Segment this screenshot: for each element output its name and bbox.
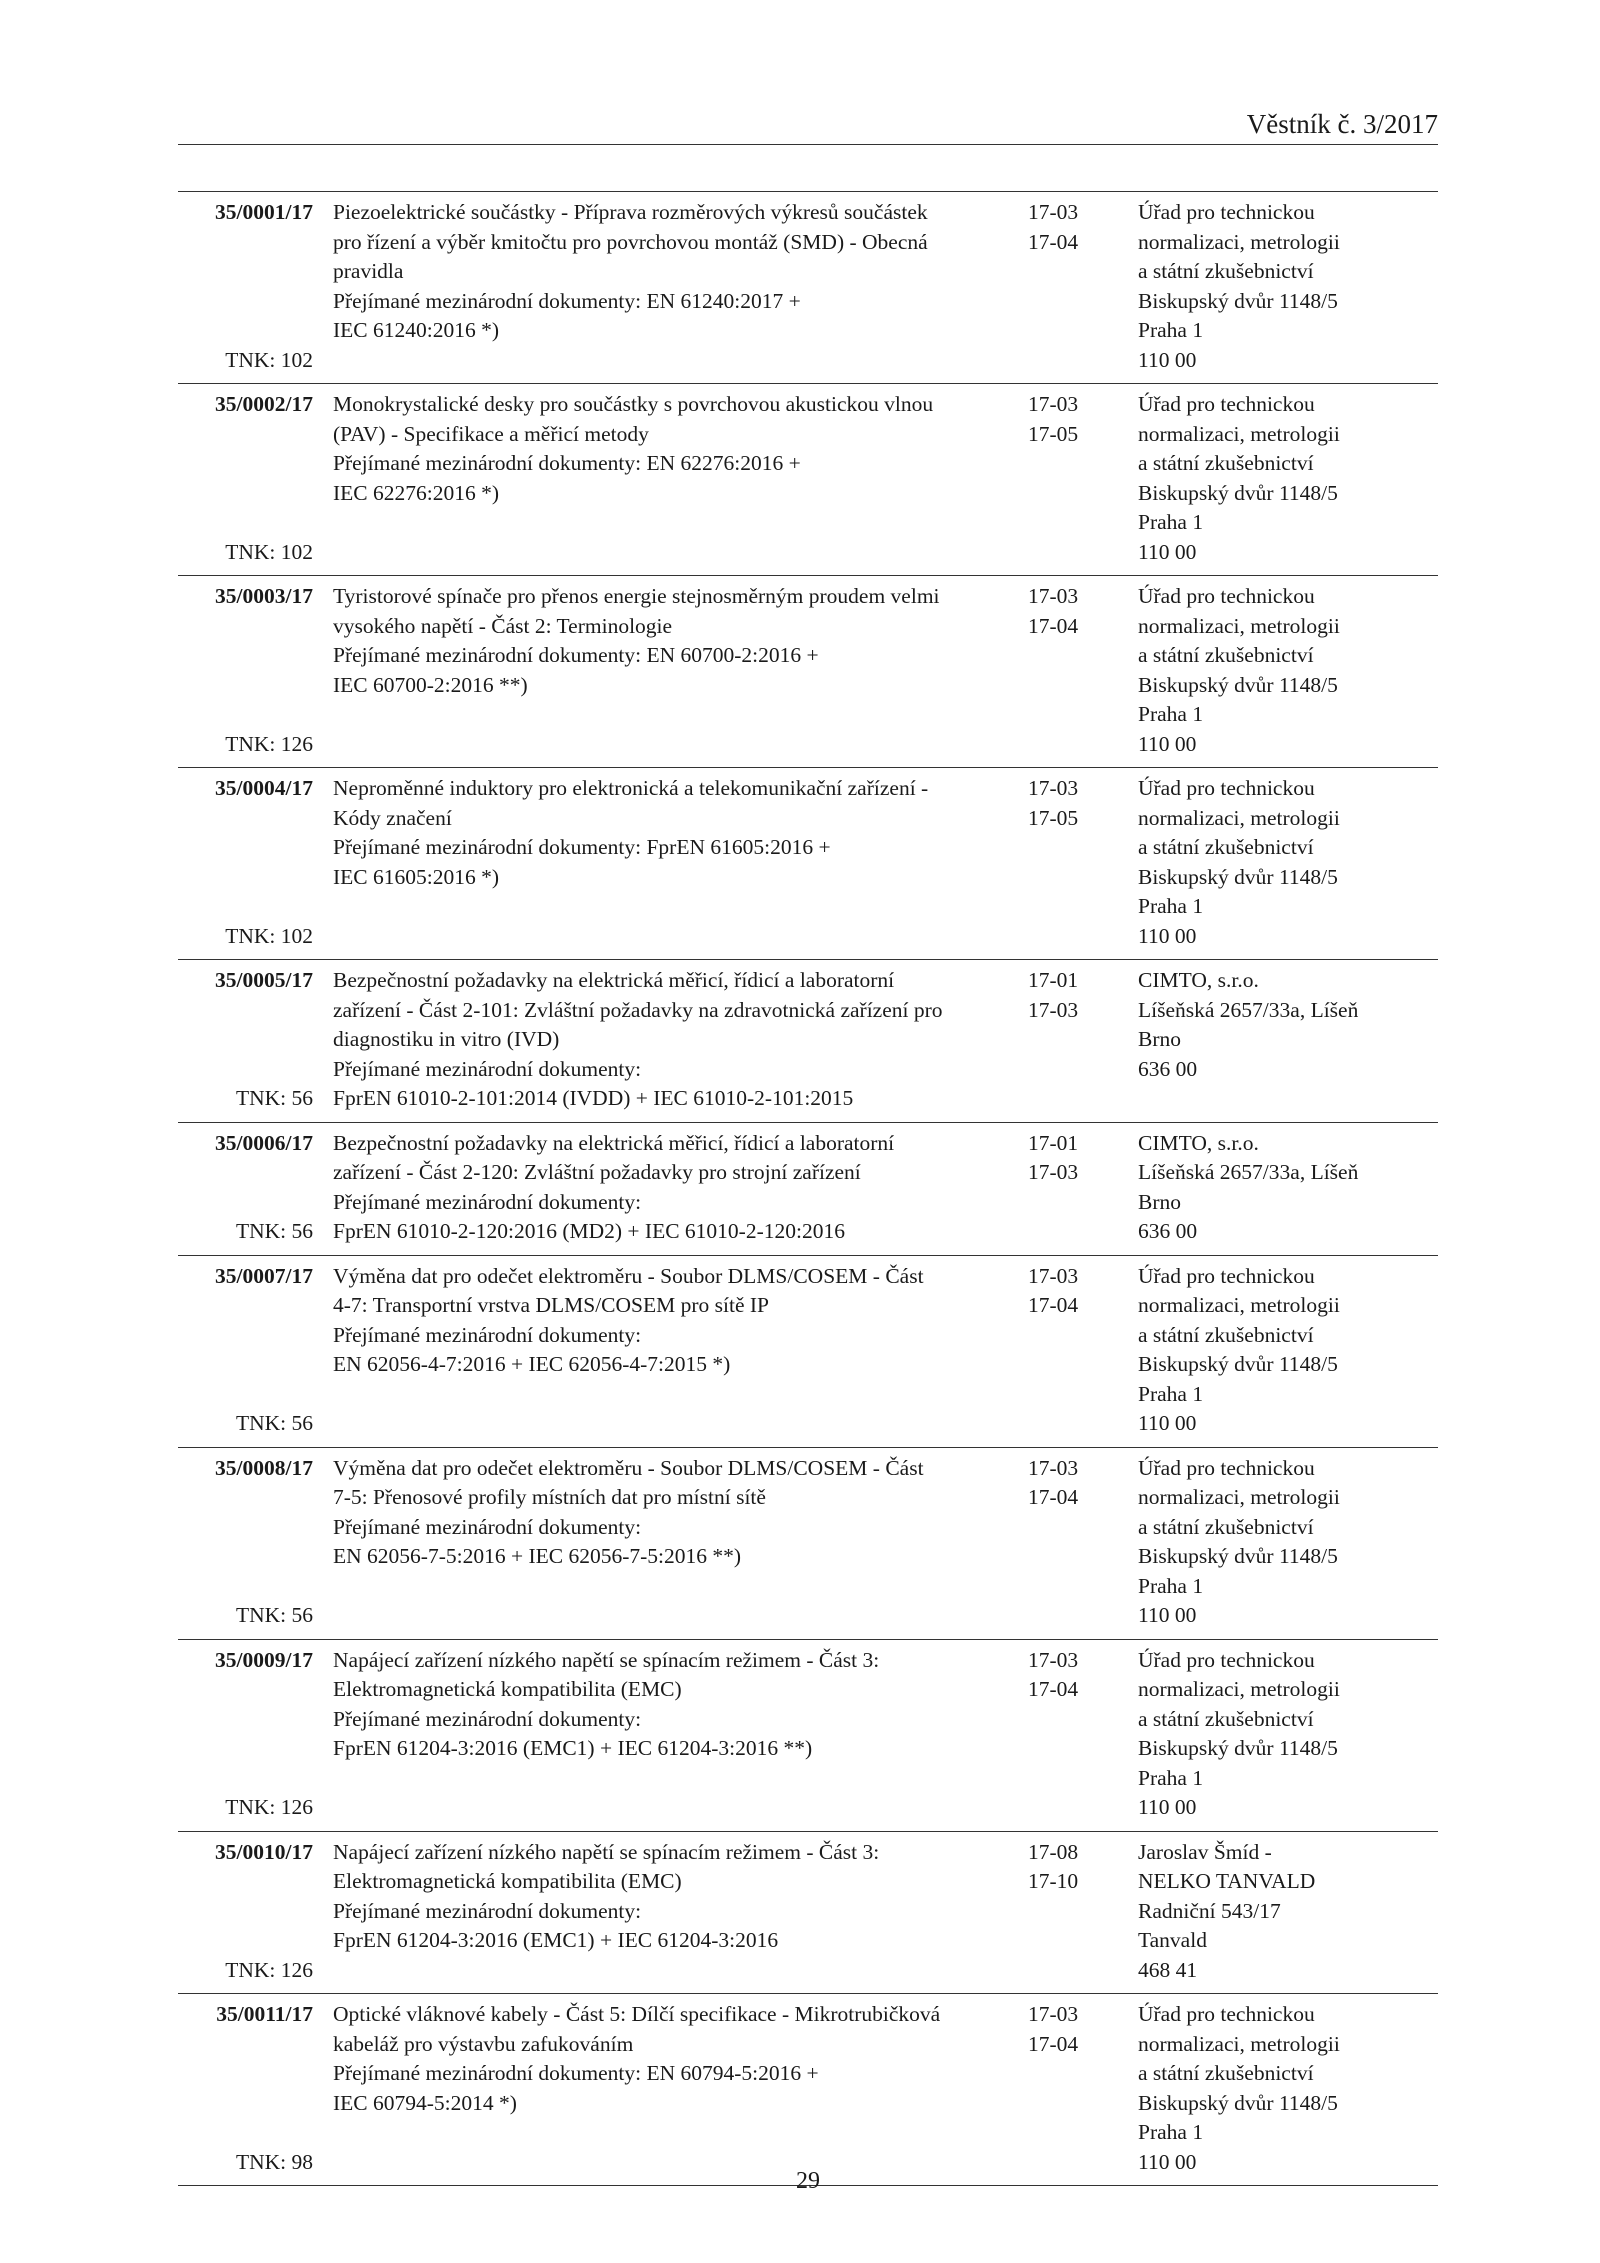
- standard-entry: [178, 1994, 1438, 2186]
- address-line: a státní zkušebnictví: [1138, 451, 1314, 475]
- description-line: Přejímané mezinárodní dokumenty:: [333, 1514, 642, 1539]
- description-line: Bezpečnostní požadavky na elektrická měřicí, řídicí a laboratorní: [333, 1130, 895, 1155]
- description-line: Bezpečnostní požadavky na elektrická měřicí, řídicí a laboratorní: [333, 968, 895, 992]
- address-line: CIMTO, s.r.o.: [1138, 968, 1259, 992]
- entry-description: [333, 966, 1028, 1114]
- date-value: 17-04: [1028, 2031, 1079, 2056]
- entry-code: 35/0009/17: [215, 1647, 313, 1672]
- standard-entry: [178, 1640, 1438, 1832]
- date-value: 17-03: [1028, 1263, 1079, 1288]
- entry-id-column: [178, 1129, 313, 1247]
- description-line: FprEN 61204-3:2016 (EMC1) + IEC 61204-3:2016 **): [333, 1736, 813, 1760]
- address-line: 110 00: [1138, 1411, 1197, 1435]
- entry-id-column: [178, 198, 313, 375]
- standard-entry: [178, 960, 1438, 1123]
- address-line: Úřad pro technickou: [1138, 584, 1315, 608]
- description-line: Přejímané mezinárodní dokumenty: EN 60700-2:2016 +: [333, 643, 819, 667]
- address-line: Radniční 543/17: [1138, 1898, 1281, 1923]
- description-line: Přejímané mezinárodní dokumenty:: [333, 1056, 642, 1081]
- entry-address: [1138, 582, 1438, 759]
- address-line: Praha 1: [1138, 1381, 1204, 1406]
- entry-description: [333, 198, 1028, 375]
- address-line: Praha 1: [1138, 894, 1204, 918]
- date-value: 17-03: [1028, 997, 1079, 1022]
- entry-id-column: [178, 582, 313, 759]
- address-line: Biskupský dvůr 1148/5: [1138, 1736, 1338, 1760]
- standard-entry: [178, 1832, 1438, 1995]
- address-line: Líšeňská 2657/33a, Líšeň: [1138, 997, 1359, 1022]
- description-line: Elektromagnetická kompatibilita (EMC): [333, 1677, 682, 1701]
- description-line: Výměna dat pro odečet elektroměru - Soubor DLMS/COSEM - Část: [333, 1455, 924, 1480]
- address-line: Líšeňská 2657/33a, Líšeň: [1138, 1160, 1359, 1184]
- address-line: Tanvald: [1138, 1928, 1207, 1952]
- description-line: pravidla: [333, 259, 404, 283]
- address-line: a státní zkušebnictví: [1138, 1322, 1314, 1347]
- date-value: 17-03: [1028, 584, 1079, 608]
- entry-id-column: [178, 1838, 313, 1986]
- description-line: IEC 61240:2016 *): [333, 318, 500, 342]
- description-line: Tyristorové spínače pro přenos energie stejnosměrným proudem velmi: [333, 584, 940, 608]
- description-line: Přejímané mezinárodní dokumenty:: [333, 1322, 642, 1347]
- entry-code: 35/0004/17: [215, 776, 313, 800]
- address-line: normalizaci, metrologii: [1138, 1293, 1340, 1317]
- date-value: 17-03: [1028, 200, 1079, 224]
- description-line: IEC 62276:2016 *): [333, 480, 500, 505]
- standard-entry: [178, 576, 1438, 768]
- date-value: 17-03: [1028, 392, 1079, 416]
- address-line: a státní zkušebnictví: [1138, 643, 1314, 667]
- standard-entry: [178, 384, 1438, 576]
- address-line: Biskupský dvůr 1148/5: [1138, 864, 1338, 889]
- address-line: CIMTO, s.r.o.: [1138, 1130, 1259, 1155]
- entry-dates: [1028, 1262, 1113, 1439]
- entry-description: [333, 582, 1028, 759]
- address-line: normalizaci, metrologii: [1138, 613, 1340, 638]
- entry-dates: [1028, 1454, 1113, 1631]
- description-line: Přejímané mezinárodní dokumenty: FprEN 61605:2016 +: [333, 835, 831, 859]
- address-line: Biskupský dvůr 1148/5: [1138, 1352, 1338, 1376]
- date-value: 17-04: [1028, 1677, 1079, 1701]
- description-line: Přejímané mezinárodní dokumenty:: [333, 1706, 642, 1731]
- date-value: 17-03: [1028, 1160, 1079, 1184]
- entry-dates: [1028, 966, 1113, 1114]
- description-line: 4-7: Transportní vrstva DLMS/COSEM pro sítě IP: [333, 1293, 770, 1317]
- entry-dates: [1028, 1129, 1113, 1247]
- entry-description: [333, 1262, 1028, 1439]
- entry-description: [333, 1838, 1028, 1986]
- address-line: Praha 1: [1138, 1573, 1204, 1598]
- entry-code: 35/0011/17: [216, 2002, 313, 2026]
- address-line: Praha 1: [1138, 702, 1204, 726]
- address-line: Praha 1: [1138, 510, 1204, 534]
- entry-address: [1138, 198, 1438, 375]
- entry-address: [1138, 1262, 1438, 1439]
- address-line: a státní zkušebnictví: [1138, 1706, 1314, 1731]
- address-line: Praha 1: [1138, 2120, 1204, 2144]
- address-line: Úřad pro technickou: [1138, 1263, 1315, 1288]
- entry-code: 35/0005/17: [215, 968, 313, 992]
- address-line: Biskupský dvůr 1148/5: [1138, 2090, 1338, 2115]
- address-line: normalizaci, metrologii: [1138, 229, 1340, 254]
- standard-entry: [178, 192, 1438, 384]
- description-line: Neproměnné induktory pro elektronická a telekomunikační zařízení -: [333, 776, 929, 800]
- address-line: 110 00: [1138, 347, 1197, 372]
- description-line: 7-5: Přenosové profily místních dat pro místní sítě: [333, 1485, 766, 1509]
- description-line: Piezoelektrické součástky - Příprava rozměrových výkresů součástek: [333, 200, 928, 224]
- entry-description: [333, 2000, 1028, 2177]
- date-value: 17-03: [1028, 776, 1079, 800]
- address-line: Brno: [1138, 1027, 1181, 1051]
- standard-entry: [178, 1123, 1438, 1256]
- date-value: 17-03: [1028, 2002, 1079, 2026]
- description-line: Přejímané mezinárodní dokumenty:: [333, 1189, 642, 1214]
- entry-id-column: [178, 2000, 313, 2177]
- entry-id-column: [178, 1262, 313, 1439]
- address-line: Biskupský dvůr 1148/5: [1138, 672, 1338, 697]
- address-line: a státní zkušebnictví: [1138, 2061, 1314, 2085]
- address-line: normalizaci, metrologii: [1138, 1485, 1340, 1509]
- address-line: Biskupský dvůr 1148/5: [1138, 1544, 1338, 1568]
- address-line: 110 00: [1138, 1795, 1197, 1819]
- description-line: pro řízení a výběr kmitočtu pro povrchovou montáž (SMD) - Obecná: [333, 229, 928, 254]
- address-line: Úřad pro technickou: [1138, 1647, 1315, 1672]
- description-line: Kódy značení: [333, 805, 452, 830]
- date-value: 17-01: [1028, 1130, 1079, 1155]
- description-line: Přejímané mezinárodní dokumenty: EN 62276:2016 +: [333, 451, 801, 475]
- entry-code: 35/0010/17: [215, 1839, 313, 1864]
- address-line: 110 00: [1138, 923, 1197, 948]
- entry-dates: [1028, 2000, 1113, 2177]
- description-line: Elektromagnetická kompatibilita (EMC): [333, 1869, 682, 1893]
- entry-description: [333, 1646, 1028, 1823]
- description-line: FprEN 61010-2-120:2016 (MD2) + IEC 61010-2-120:2016: [333, 1219, 845, 1243]
- entry-description: [333, 390, 1028, 567]
- entry-tnk: TNK: 56: [235, 1603, 313, 1627]
- description-line: FprEN 61010-2-101:2014 (IVDD) + IEC 61010-2-101:2015: [333, 1086, 854, 1110]
- entry-address: [1138, 1646, 1438, 1823]
- address-line: normalizaci, metrologii: [1138, 2031, 1340, 2056]
- entry-code: 35/0007/17: [215, 1263, 313, 1288]
- page-header: [178, 0, 1438, 145]
- description-line: Přejímané mezinárodní dokumenty: EN 61240:2017 +: [333, 288, 801, 313]
- entry-code: 35/0002/17: [215, 392, 313, 416]
- description-line: EN 62056-7-5:2016 + IEC 62056-7-5:2016 **): [333, 1544, 742, 1568]
- address-line: Brno: [1138, 1189, 1181, 1214]
- date-value: 17-04: [1028, 1293, 1079, 1317]
- entry-address: [1138, 774, 1438, 951]
- address-line: Praha 1: [1138, 318, 1204, 342]
- description-line: vysokého napětí - Část 2: Terminologie: [333, 613, 673, 638]
- description-line: Napájecí zařízení nízkého napětí se spínacím režimem - Část 3:: [333, 1839, 880, 1864]
- description-line: Výměna dat pro odečet elektroměru - Soubor DLMS/COSEM - Část: [333, 1263, 924, 1288]
- entry-address: [1138, 1454, 1438, 1631]
- entry-code: 35/0001/17: [215, 200, 313, 224]
- address-line: a státní zkušebnictví: [1138, 835, 1314, 859]
- date-value: 17-03: [1028, 1455, 1079, 1480]
- address-line: Úřad pro technickou: [1138, 392, 1315, 416]
- address-line: normalizaci, metrologii: [1138, 805, 1340, 830]
- entry-tnk: TNK: 98: [235, 2149, 313, 2174]
- entry-tnk: TNK: 56: [235, 1219, 313, 1243]
- address-line: NELKO TANVALD: [1138, 1869, 1316, 1893]
- entry-tnk: TNK: 126: [225, 1957, 313, 1982]
- description-line: zařízení - Část 2-120: Zvláštní požadavky pro strojní zařízení: [333, 1160, 861, 1184]
- entry-tnk: TNK: 56: [235, 1411, 313, 1435]
- date-value: 17-01: [1028, 968, 1079, 992]
- date-value: 17-04: [1028, 1485, 1079, 1509]
- description-line: IEC 60700-2:2016 **): [333, 672, 528, 697]
- description-line: kabeláž pro výstavbu zafukováním: [333, 2031, 634, 2056]
- address-line: Jaroslav Šmíd -: [1138, 1839, 1272, 1864]
- entry-dates: [1028, 1838, 1113, 1986]
- date-value: 17-03: [1028, 1647, 1079, 1672]
- entry-tnk: TNK: 56: [235, 1086, 313, 1110]
- description-line: (PAV) - Specifikace a měřicí metody: [333, 421, 649, 446]
- document-page: [178, 0, 1438, 2186]
- address-line: 110 00: [1138, 731, 1197, 756]
- description-line: Napájecí zařízení nízkého napětí se spínacím režimem - Část 3:: [333, 1647, 880, 1672]
- date-value: 17-05: [1028, 805, 1079, 830]
- description-line: diagnostiku in vitro (IVD): [333, 1027, 560, 1051]
- entry-code: 35/0003/17: [215, 584, 313, 608]
- address-line: 468 41: [1138, 1957, 1198, 1982]
- address-line: Biskupský dvůr 1148/5: [1138, 480, 1338, 505]
- address-line: 636 00: [1138, 1056, 1198, 1081]
- entry-dates: [1028, 1646, 1113, 1823]
- address-line: 110 00: [1138, 2149, 1197, 2174]
- entry-id-column: [178, 774, 313, 951]
- entry-tnk: TNK: 126: [225, 1795, 313, 1819]
- address-line: Úřad pro technickou: [1138, 200, 1315, 224]
- description-line: IEC 60794-5:2014 *): [333, 2090, 517, 2115]
- description-line: Přejímané mezinárodní dokumenty:: [333, 1898, 642, 1923]
- date-value: 17-04: [1028, 229, 1079, 254]
- entry-address: [1138, 1838, 1438, 1986]
- address-line: normalizaci, metrologii: [1138, 421, 1340, 446]
- entry-id-column: [178, 1454, 313, 1631]
- entry-tnk: TNK: 102: [225, 923, 313, 948]
- page-number: 29: [796, 2168, 820, 2194]
- entry-dates: [1028, 582, 1113, 759]
- entry-address: [1138, 390, 1438, 567]
- date-value: 17-05: [1028, 421, 1079, 446]
- entry-dates: [1028, 198, 1113, 375]
- bulletin-title: Věstník č. 3/2017: [1246, 109, 1438, 139]
- description-line: IEC 61605:2016 *): [333, 864, 500, 889]
- entry-tnk: TNK: 102: [225, 347, 313, 372]
- entry-tnk: TNK: 102: [225, 539, 313, 564]
- description-line: Optické vláknové kabely - Část 5: Dílčí specifikace - Mikrotrubičková: [333, 2002, 941, 2026]
- description-line: Monokrystalické desky pro součástky s povrchovou akustickou vlnou: [333, 392, 934, 416]
- address-line: 110 00: [1138, 1603, 1197, 1627]
- entry-id-column: [178, 390, 313, 567]
- date-value: 17-04: [1028, 613, 1079, 638]
- entry-id-column: [178, 966, 313, 1114]
- standard-entry: [178, 1448, 1438, 1640]
- description-line: EN 62056-4-7:2016 + IEC 62056-4-7:2015 *): [333, 1352, 731, 1376]
- entry-dates: [1028, 390, 1113, 567]
- entry-tnk: TNK: 126: [225, 731, 313, 756]
- standards-list: [178, 191, 1438, 2186]
- address-line: a státní zkušebnictví: [1138, 259, 1314, 283]
- entry-id-column: [178, 1646, 313, 1823]
- date-value: 17-10: [1028, 1869, 1079, 1893]
- entry-address: [1138, 966, 1438, 1114]
- standard-entry: [178, 768, 1438, 960]
- entry-description: [333, 1454, 1028, 1631]
- address-line: Úřad pro technickou: [1138, 2002, 1315, 2026]
- address-line: Biskupský dvůr 1148/5: [1138, 288, 1338, 313]
- address-line: normalizaci, metrologii: [1138, 1677, 1340, 1701]
- entry-code: 35/0006/17: [215, 1130, 313, 1155]
- address-line: 636 00: [1138, 1219, 1198, 1243]
- description-line: FprEN 61204-3:2016 (EMC1) + IEC 61204-3:2016: [333, 1928, 779, 1952]
- address-line: a státní zkušebnictví: [1138, 1514, 1314, 1539]
- entry-code: 35/0008/17: [215, 1455, 313, 1480]
- address-line: Úřad pro technickou: [1138, 776, 1315, 800]
- entry-description: [333, 774, 1028, 951]
- date-value: 17-08: [1028, 1839, 1079, 1864]
- address-line: Úřad pro technickou: [1138, 1455, 1315, 1480]
- description-line: zařízení - Část 2-101: Zvláštní požadavky na zdravotnická zařízení pro: [333, 997, 943, 1022]
- entry-address: [1138, 2000, 1438, 2177]
- entry-address: [1138, 1129, 1438, 1247]
- description-line: Přejímané mezinárodní dokumenty: EN 60794-5:2016 +: [333, 2061, 819, 2085]
- entry-description: [333, 1129, 1028, 1247]
- standard-entry: [178, 1256, 1438, 1448]
- address-line: 110 00: [1138, 539, 1197, 564]
- address-line: Praha 1: [1138, 1765, 1204, 1790]
- entry-dates: [1028, 774, 1113, 951]
